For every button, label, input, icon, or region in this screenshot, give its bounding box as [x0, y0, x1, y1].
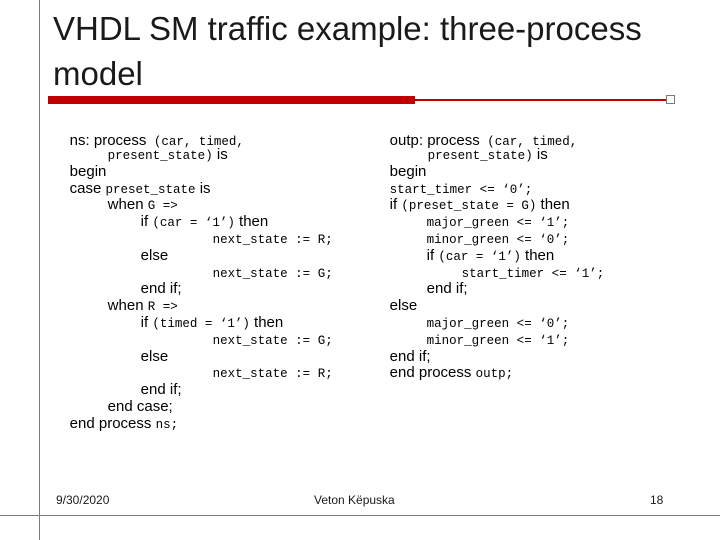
code-line: if (car = ‘1’) then [426, 247, 555, 264]
code-line: begin [389, 163, 427, 180]
code-line: else [140, 247, 169, 264]
code-line: ns: process (car, timed, [69, 132, 244, 149]
code-line: else [389, 297, 418, 314]
footer-author: Veton Këpuska [314, 493, 395, 507]
code-line: minor_green <= ‘0’; [426, 233, 570, 247]
code-line: start_timer <= ‘0’; [389, 183, 533, 197]
code-line: next_state := R; [212, 233, 333, 247]
code-line: begin [69, 163, 107, 180]
code-line: outp: process (car, timed, [389, 132, 578, 149]
code-line: when G => [107, 196, 178, 213]
code-line: when R => [107, 297, 178, 314]
code-line: next_state := G; [212, 334, 333, 348]
code-line: end if; [426, 280, 468, 297]
footer-page-number: 18 [650, 493, 664, 507]
code-line: end if; [389, 348, 431, 365]
code-line: next_state := G; [212, 267, 333, 281]
code-line: major_green <= ‘1’; [426, 216, 570, 230]
code-line: if (car = ‘1’) then [140, 213, 269, 230]
code-line: if (preset_state = G) then [389, 196, 570, 213]
code-line: end case; [107, 398, 173, 415]
code-line: start_timer <= ‘1’; [461, 267, 605, 281]
code-line: if (timed = ‘1’) then [140, 314, 284, 331]
code-line: case preset_state is [69, 180, 211, 197]
code-line: end process ns; [69, 415, 179, 432]
code-line: end if; [140, 381, 182, 398]
code-line: end process outp; [389, 364, 514, 381]
code-line: minor_green <= ‘1’; [426, 334, 570, 348]
slide-title: VHDL SM traffic example: three-process model [53, 10, 642, 92]
code-line: present_state) is [427, 146, 548, 163]
code-line: next_state := R; [212, 367, 333, 381]
code-line: else [140, 348, 169, 365]
code-line: major_green <= ‘0’; [426, 317, 570, 331]
footer-date: 9/30/2020 [56, 493, 110, 507]
code-line: end if; [140, 280, 182, 297]
code-line: present_state) is [107, 146, 228, 163]
